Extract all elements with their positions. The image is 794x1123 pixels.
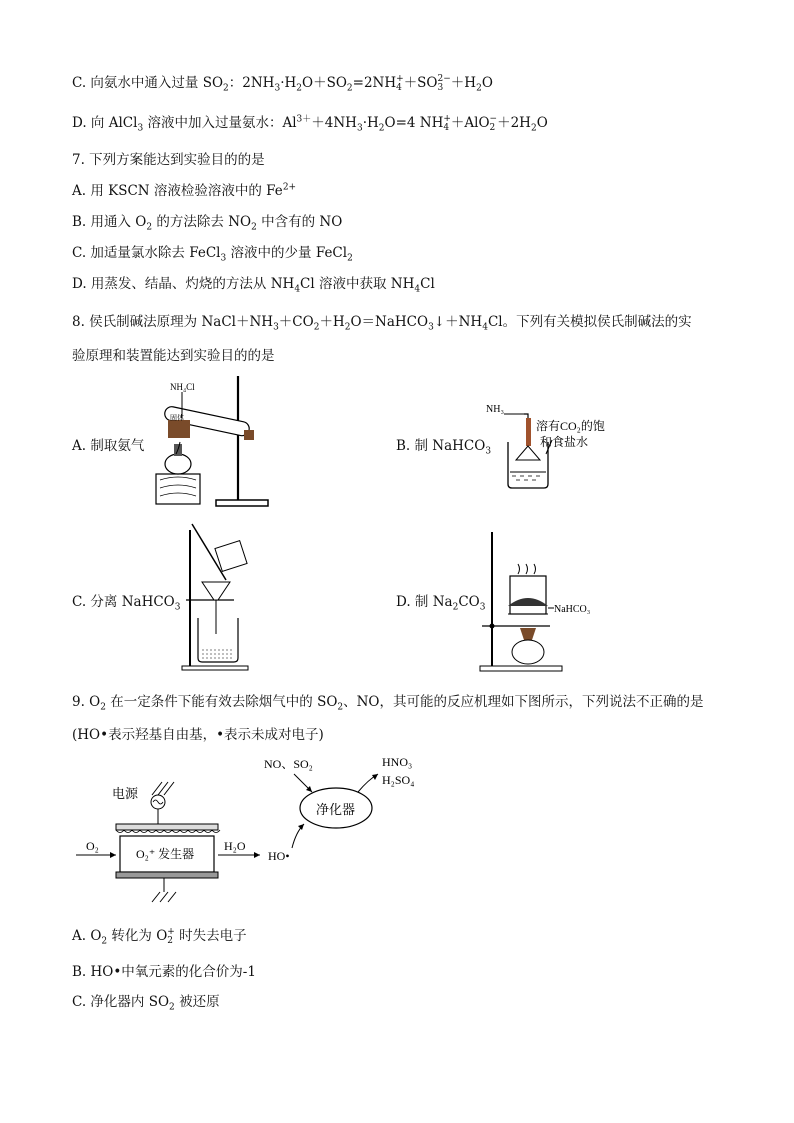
q8-option-b: B. 制 NaHCO$_3$ (396, 438, 492, 457)
output-hno3: HNO₃ (382, 755, 413, 769)
output-h2so4: H₂SO₄ (382, 773, 415, 787)
q7-stem: 7. 下列方案能达到实验目的的是 (72, 152, 265, 168)
q8-stem: 8. 侯氏制碱法原理为 $NaCl+NH_3+CO_2+H_2O=NaHCO_3↓+NH_4Cl$。下列有关模拟侯氏制碱法的实 (72, 314, 692, 333)
q9-option-b: B. HO•中氧元素的化合价为-1 (72, 964, 256, 980)
q8-stem-line2: 验原理和装置能达到实验目的的是 (72, 348, 275, 364)
q8-option-a: A. 制取氨气 (72, 438, 145, 454)
figure-a-label: NH₄Cl (170, 382, 195, 392)
generator-label: O₂⁺ 发生器 (136, 847, 195, 861)
option-c-q6: C. 向氨水中通入过量 $SO_2$：$2NH_3\cdot H_2O+SO_2=2NH$ + 4 ＋SO 2− 3 $+H_2O$ (72, 73, 493, 94)
q8-option-c: C. 分离 NaHCO$_3$ (72, 594, 181, 613)
ho-label: HO• (268, 849, 290, 863)
h2o-label: H₂O (224, 839, 246, 853)
figure-d-label: NaHCO₃ (554, 604, 591, 615)
q9-option-a: A. $O_2$ 转化为 O + 2 时失去电子 (72, 926, 247, 947)
figure-a-small: 固体 (170, 414, 184, 422)
figure-c-apparatus (182, 522, 262, 672)
purifier-label: 净化器 (316, 802, 356, 817)
figure-d-apparatus (478, 528, 618, 674)
q9-option-c: C. 净化器内 $SO_2$ 被还原 (72, 994, 220, 1013)
o2-label: O₂ (86, 839, 99, 853)
q9-mechanism-figure (72, 752, 452, 912)
power-label: 电源 (112, 786, 139, 801)
figure-b-apparatus (480, 400, 620, 492)
purifier-input: NO、SO₂ (264, 757, 313, 771)
figure-b-label-2: 和食盐水 (540, 435, 589, 449)
figure-b-label-1: 溶有CO₂的饱 (536, 419, 605, 433)
q9-note: (HO•表示羟基自由基，•表示未成对电子) (72, 727, 324, 743)
q7-option-d: D. 用蒸发、结晶、灼烧的方法从 $NH_4Cl$ 溶液中获取 $NH_4Cl$ (72, 276, 435, 295)
q7-option-b: B. 用通入 $O_2$ 的方法除去 $NO_2$ 中含有的 NO (72, 214, 343, 233)
figure-a-apparatus (148, 372, 278, 512)
figure-b-nh3: NH₃ (486, 404, 504, 415)
q9-stem: 9. $O_2$ 在一定条件下能有效去除烟气中的 $SO_2$、NO，其可能的反应机理如下图所示，下列说法不正确的是 (72, 694, 704, 713)
q7-option-c: C. 加适量氯水除去 FeCl$_3$ 溶液中的少量 FeCl$_2$ (72, 245, 353, 264)
option-d-q6: D. 向 AlCl$_3$ 溶液中加入过量氨水：$Al^{3+}+4NH_3\cdot H_2O=4$ NH + 4 ＋AlO − 2 $+2H_2O$ (72, 113, 548, 134)
q7-option-a: A. 用 KSCN 溶液检验溶液中的 $Fe^{2+}$ (72, 182, 297, 199)
q8-option-d: D. 制 $Na_2CO_3$ (396, 594, 486, 613)
